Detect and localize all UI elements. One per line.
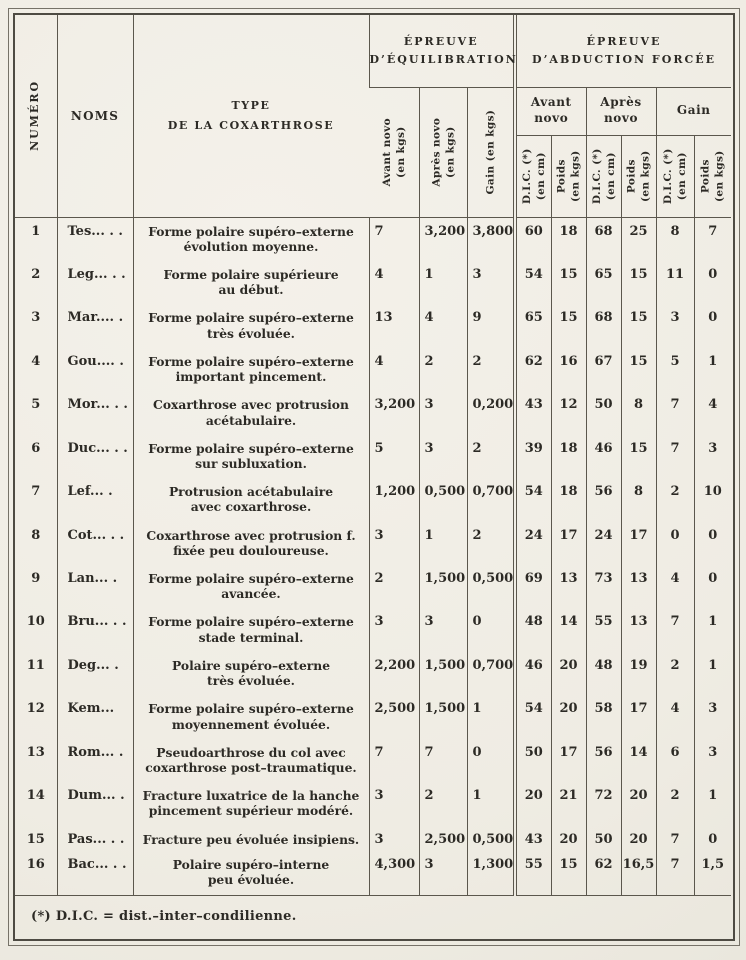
cell-eq-value: 1 — [467, 695, 515, 738]
cell-ab-value: 17 — [551, 522, 586, 565]
cell-eq-value: 3 — [419, 608, 467, 651]
cell-ab-value: 17 — [621, 695, 656, 738]
cell-ab-value: 15 — [551, 851, 586, 895]
outer-border — [8, 8, 740, 946]
cell-eq-value: 1 — [419, 261, 467, 304]
cell-eq-value: 3 — [419, 391, 467, 434]
cell-eq-value: 1,300 — [467, 851, 515, 895]
cell-eq-value: 2 — [419, 348, 467, 391]
table-row — [15, 478, 731, 521]
cell-ab-value: 43 — [515, 826, 551, 851]
cell-eq-value: 0,500 — [419, 478, 467, 521]
cell-ab-value: 3 — [656, 304, 694, 347]
cell-eq-value: 3 — [369, 608, 419, 651]
cell-type: Forme polaire supéro–externe très évoluée. — [133, 304, 369, 347]
cell-ab-value: 8 — [656, 217, 694, 261]
cell-ab-value: 18 — [551, 435, 586, 478]
cell-ab-value: 73 — [586, 565, 621, 608]
cell-ab-value: 4 — [656, 565, 694, 608]
cell-eq-value: 2 — [369, 565, 419, 608]
cell-ab-value: 7 — [694, 217, 731, 261]
cell-type: Polaire supéro–interne peu évoluée. — [133, 851, 369, 895]
cell-ab-value: 25 — [621, 217, 656, 261]
noms-label: NOMS — [70, 108, 120, 123]
cell-ab-value: 2 — [656, 478, 694, 521]
cell-ab-value: 15 — [621, 261, 656, 304]
table-row — [15, 348, 731, 391]
cell-ab-value: 0 — [694, 522, 731, 565]
table-body — [15, 217, 731, 895]
cell-ab-value: 54 — [515, 261, 551, 304]
cell-eq-value: 7 — [369, 217, 419, 261]
cell-nom: Pas... . . — [57, 826, 133, 851]
footnote-text: (*) D.I.C. = dist.–inter–condilienne. — [15, 895, 731, 937]
cell-ab-value: 13 — [551, 565, 586, 608]
group-header-equilibration — [369, 15, 518, 87]
cell-eq-value: 0,700 — [467, 478, 515, 521]
cell-ab-value: 14 — [551, 608, 586, 651]
cell-ab-value: 20 — [515, 782, 551, 825]
cell-numero: 14 — [26, 788, 45, 804]
cell-numero: 16 — [26, 856, 45, 872]
cell-ab-value: 7 — [656, 826, 694, 851]
cell-ab-value: 17 — [621, 522, 656, 565]
cell-eq-value: 0 — [467, 739, 515, 782]
cell-ab-value: 68 — [586, 217, 621, 261]
cell-ab-value: 15 — [621, 304, 656, 347]
column-header-eq-avant: Avant novo (en kgs) — [369, 87, 419, 217]
equilibration-title: ÉPREUVE D’ÉQUILIBRATION — [369, 35, 518, 66]
cell-ab-value: 4 — [656, 695, 694, 738]
cell-ab-value: 16 — [551, 348, 586, 391]
cell-nom: Bru... . . — [57, 608, 133, 651]
cell-numero: 4 — [31, 353, 41, 369]
cell-ab-value: 67 — [586, 348, 621, 391]
cell-ab-value: 69 — [515, 565, 551, 608]
cell-ab-value: 3 — [694, 739, 731, 782]
cell-eq-value: 0,200 — [467, 391, 515, 434]
column-header-eq-apres: Après novo (en kgs) — [419, 87, 467, 217]
cell-eq-value: 0,500 — [467, 826, 515, 851]
cell-ab-value: 15 — [621, 435, 656, 478]
subgroup-header-ab-gain: Gain — [656, 87, 731, 135]
cell-ab-value: 15 — [551, 304, 586, 347]
cell-ab-value: 15 — [621, 348, 656, 391]
cell-ab-value: 54 — [515, 695, 551, 738]
cell-ab-value: 3 — [694, 695, 731, 738]
cell-eq-value: 2,500 — [419, 826, 467, 851]
cell-ab-value: 7 — [656, 851, 694, 895]
cell-eq-value: 2,200 — [369, 652, 419, 695]
table-row — [15, 826, 731, 851]
cell-ab-value: 20 — [621, 782, 656, 825]
cell-nom: Bac... . . — [57, 851, 133, 895]
cell-eq-value: 13 — [369, 304, 419, 347]
group-header-abduction — [515, 15, 731, 87]
cell-type: Fracture luxatrice de la hanche pincement supérieur modéré. — [133, 782, 369, 825]
cell-ab-value: 72 — [586, 782, 621, 825]
column-header-ab-avant-dic: D.I.C. (*) (en cm) — [515, 135, 551, 217]
table-row — [15, 695, 731, 738]
cell-ab-value: 24 — [586, 522, 621, 565]
cell-ab-value: 65 — [586, 261, 621, 304]
cell-type: Coxarthrose avec protrusion f. fixée peu douloureuse. — [133, 522, 369, 565]
cell-ab-value: 24 — [515, 522, 551, 565]
column-header-ab-gain-dic: D.I.C. (*) (en cm) — [656, 135, 694, 217]
cell-ab-value: 56 — [586, 478, 621, 521]
cell-ab-value: 13 — [621, 608, 656, 651]
cell-numero: 5 — [31, 397, 41, 413]
cell-eq-value: 3 — [369, 522, 419, 565]
cell-type: Forme polaire supéro–externe évolution moyenne. — [133, 217, 369, 261]
column-header-numero — [15, 15, 57, 217]
cell-type: Forme polaire supérieure au début. — [133, 261, 369, 304]
cell-ab-value: 3 — [694, 435, 731, 478]
cell-ab-value: 20 — [551, 695, 586, 738]
table-row — [15, 304, 731, 347]
cell-eq-value: 5 — [369, 435, 419, 478]
cell-ab-value: 19 — [621, 652, 656, 695]
column-header-ab-apres-poids: Poids (en kgs) — [621, 135, 656, 217]
coxarthrose-results-table — [15, 15, 731, 937]
cell-nom: Kem... — [57, 695, 133, 738]
cell-numero: 2 — [31, 267, 41, 283]
cell-nom: Leg... . . — [57, 261, 133, 304]
cell-ab-value: 58 — [586, 695, 621, 738]
cell-nom: Lan... . — [57, 565, 133, 608]
cell-nom: Cot... . . — [57, 522, 133, 565]
cell-eq-value: 7 — [419, 739, 467, 782]
column-header-eq-gain: Gain (en kgs) — [467, 87, 515, 217]
cell-eq-value: 1,500 — [419, 695, 467, 738]
cell-ab-value: 10 — [694, 478, 731, 521]
cell-ab-value: 2 — [656, 652, 694, 695]
cell-ab-value: 48 — [515, 608, 551, 651]
cell-nom: Duc... . . — [57, 435, 133, 478]
cell-type: Forme polaire supéro–externe important pincement. — [133, 348, 369, 391]
cell-nom: Rom... . — [57, 739, 133, 782]
cell-ab-value: 21 — [551, 782, 586, 825]
cell-ab-value: 2 — [656, 782, 694, 825]
cell-ab-value: 62 — [515, 348, 551, 391]
cell-numero: 12 — [26, 701, 45, 717]
cell-ab-value: 1 — [694, 608, 731, 651]
cell-eq-value: 1,500 — [419, 565, 467, 608]
cell-type: Coxarthrose avec protrusion acétabulaire. — [133, 391, 369, 434]
table-row — [15, 435, 731, 478]
header-row-titles — [15, 15, 731, 87]
table-row — [15, 782, 731, 825]
cell-ab-value: 17 — [551, 739, 586, 782]
cell-eq-value: 2 — [419, 782, 467, 825]
cell-type: Fracture peu évoluée insipiens. — [133, 826, 369, 851]
cell-ab-value: 16,5 — [621, 851, 656, 895]
cell-ab-value: 48 — [586, 652, 621, 695]
cell-eq-value: 0,700 — [467, 652, 515, 695]
cell-ab-value: 0 — [656, 522, 694, 565]
cell-ab-value: 46 — [586, 435, 621, 478]
cell-eq-value: 1 — [467, 782, 515, 825]
cell-ab-value: 20 — [621, 826, 656, 851]
cell-eq-value: 1,200 — [369, 478, 419, 521]
cell-ab-value: 56 — [586, 739, 621, 782]
cell-numero: 11 — [26, 657, 45, 673]
cell-eq-value: 3 — [369, 826, 419, 851]
cell-type: Forme polaire supéro–externe stade terminal. — [133, 608, 369, 651]
cell-numero: 3 — [31, 310, 41, 326]
cell-eq-value: 0,500 — [467, 565, 515, 608]
cell-numero: 1 — [31, 223, 41, 239]
cell-ab-value: 0 — [694, 565, 731, 608]
cell-ab-value: 7 — [656, 391, 694, 434]
cell-ab-value: 8 — [621, 478, 656, 521]
cell-ab-value: 1 — [694, 782, 731, 825]
cell-ab-value: 8 — [621, 391, 656, 434]
cell-ab-value: 1,5 — [694, 851, 731, 895]
cell-eq-value: 3 — [419, 851, 467, 895]
type-label: TYPE DE LA COXARTHROSE — [167, 98, 335, 132]
cell-eq-value: 2 — [467, 522, 515, 565]
cell-ab-value: 20 — [551, 652, 586, 695]
footnote-row — [15, 895, 731, 937]
cell-ab-value: 55 — [515, 851, 551, 895]
cell-ab-value: 18 — [551, 217, 586, 261]
table-row — [15, 261, 731, 304]
table-row — [15, 652, 731, 695]
cell-ab-value: 0 — [694, 826, 731, 851]
cell-ab-value: 50 — [515, 739, 551, 782]
cell-nom: Lef... . — [57, 478, 133, 521]
subgroup-header-ab-avant: Avant novo — [515, 87, 586, 135]
cell-ab-value: 60 — [515, 217, 551, 261]
cell-eq-value: 4,300 — [369, 851, 419, 895]
cell-ab-value: 20 — [551, 826, 586, 851]
cell-eq-value: 3,200 — [369, 391, 419, 434]
column-header-ab-gain-poids: Poids (en kgs) — [694, 135, 731, 217]
column-header-ab-avant-poids: Poids (en kgs) — [551, 135, 586, 217]
cell-numero: 7 — [31, 484, 41, 500]
table-row — [15, 608, 731, 651]
cell-type: Forme polaire supéro–externe avancée. — [133, 565, 369, 608]
cell-ab-value: 18 — [551, 478, 586, 521]
cell-ab-value: 0 — [694, 304, 731, 347]
cell-ab-value: 65 — [515, 304, 551, 347]
cell-nom: Mor... . . — [57, 391, 133, 434]
cell-eq-value: 3,800 — [467, 217, 515, 261]
cell-eq-value: 3,200 — [419, 217, 467, 261]
table-row — [15, 739, 731, 782]
cell-ab-value: 12 — [551, 391, 586, 434]
cell-ab-value: 11 — [656, 261, 694, 304]
cell-nom: Tes... . . — [57, 217, 133, 261]
cell-ab-value: 0 — [694, 261, 731, 304]
cell-numero: 15 — [26, 831, 45, 847]
cell-type: Pseudoarthrose du col avec coxarthrose post–traumatique. — [133, 739, 369, 782]
cell-type: Forme polaire supéro–externe sur subluxation. — [133, 435, 369, 478]
cell-eq-value: 0 — [467, 608, 515, 651]
table-row — [15, 217, 731, 261]
numero-label: NUMÉRO — [28, 80, 42, 152]
column-header-noms — [57, 15, 133, 217]
cell-eq-value: 4 — [419, 304, 467, 347]
inner-border — [13, 13, 735, 941]
cell-ab-value: 1 — [694, 348, 731, 391]
cell-numero: 9 — [31, 570, 41, 586]
cell-eq-value: 1 — [419, 522, 467, 565]
cell-nom: Deg... . — [57, 652, 133, 695]
cell-ab-value: 62 — [586, 851, 621, 895]
cell-ab-value: 50 — [586, 391, 621, 434]
cell-eq-value: 3 — [369, 782, 419, 825]
cell-nom: Gou.... . — [57, 348, 133, 391]
cell-type: Forme polaire supéro–externe moyennement évoluée. — [133, 695, 369, 738]
abduction-title: ÉPREUVE D’ABDUCTION FORCÉE — [532, 35, 716, 66]
cell-eq-value: 3 — [467, 261, 515, 304]
cell-numero: 13 — [26, 744, 45, 760]
cell-ab-value: 5 — [656, 348, 694, 391]
cell-type: Polaire supéro–externe très évoluée. — [133, 652, 369, 695]
cell-eq-value: 2 — [467, 348, 515, 391]
cell-nom: Dum... . — [57, 782, 133, 825]
cell-eq-value: 9 — [467, 304, 515, 347]
cell-eq-value: 3 — [419, 435, 467, 478]
cell-ab-value: 15 — [551, 261, 586, 304]
table-row — [15, 391, 731, 434]
cell-ab-value: 50 — [586, 826, 621, 851]
cell-ab-value: 7 — [656, 608, 694, 651]
cell-ab-value: 14 — [621, 739, 656, 782]
cell-eq-value: 4 — [369, 261, 419, 304]
cell-ab-value: 43 — [515, 391, 551, 434]
table-row — [15, 565, 731, 608]
cell-ab-value: 1 — [694, 652, 731, 695]
cell-ab-value: 7 — [656, 435, 694, 478]
table-row — [15, 522, 731, 565]
cell-eq-value: 1,500 — [419, 652, 467, 695]
cell-numero: 8 — [31, 527, 41, 543]
cell-ab-value: 13 — [621, 565, 656, 608]
column-header-ab-apres-dic: D.I.C. (*) (en cm) — [586, 135, 621, 217]
cell-eq-value: 2,500 — [369, 695, 419, 738]
cell-ab-value: 6 — [656, 739, 694, 782]
cell-eq-value: 4 — [369, 348, 419, 391]
cell-ab-value: 46 — [515, 652, 551, 695]
cell-ab-value: 55 — [586, 608, 621, 651]
table-row — [15, 851, 731, 895]
cell-nom: Mar.... . — [57, 304, 133, 347]
cell-ab-value: 54 — [515, 478, 551, 521]
cell-eq-value: 7 — [369, 739, 419, 782]
cell-numero: 6 — [31, 440, 41, 456]
cell-ab-value: 39 — [515, 435, 551, 478]
cell-eq-value: 2 — [467, 435, 515, 478]
subgroup-header-ab-apres: Après novo — [586, 87, 656, 135]
cell-ab-value: 68 — [586, 304, 621, 347]
cell-ab-value: 4 — [694, 391, 731, 434]
column-header-type — [133, 15, 369, 217]
cell-type: Protrusion acétabulaire avec coxarthrose. — [133, 478, 369, 521]
cell-numero: 10 — [26, 614, 45, 630]
